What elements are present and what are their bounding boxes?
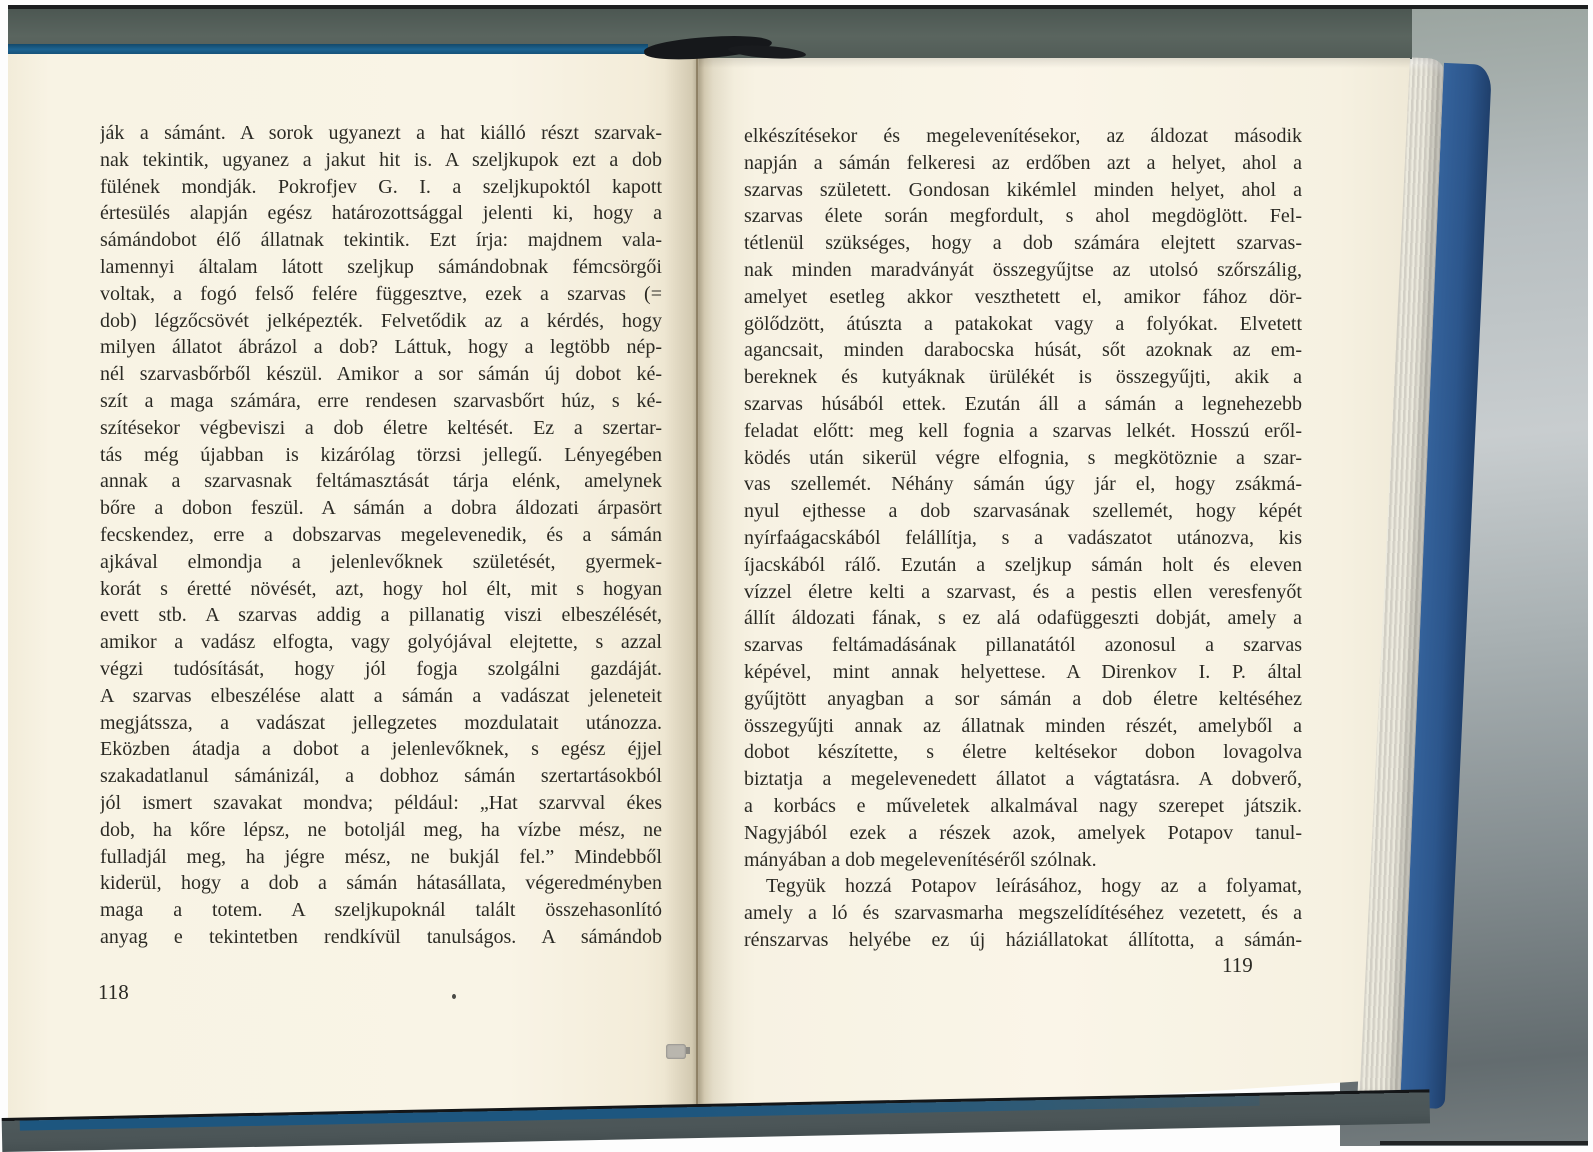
text-line: értesülés alapján egész határozottsággal jelenti ki, hogy a xyxy=(100,202,662,225)
text-line: Tegyük hozzá Potapov leírásához, hogy az a folyamat, xyxy=(766,875,1302,898)
page-number-right: 119 xyxy=(1222,953,1253,977)
text-line: gyűjtött anyagban a sor sámán a dob életre keltéséhez xyxy=(744,687,1302,710)
ink-speck xyxy=(452,994,456,999)
text-line: tétlenül szükséges, hogy a dob számára elejtett szarvas- xyxy=(744,232,1302,255)
text-line: milyen állatot ábrázol a dob? Láttuk, hogy a legtöbb nép- xyxy=(100,336,662,359)
text-line: biztatja a megelevenedett állatot a vágtatásra. A dobverő, xyxy=(744,768,1302,791)
text-line: szarvas született. Gondosan kikémlel minden helyet, ahol a xyxy=(744,178,1302,201)
text-line: mányában a dob megelevenítéséről szólnak. xyxy=(744,848,1097,871)
text-line: szítésekor végbeviszi a dob életre keltését. Ez a szertar- xyxy=(100,416,662,439)
text-line: szarvas feltámadásának pillanatától azonosul a szarvas xyxy=(744,634,1302,657)
text-line: nyírfaágacskából felállítja, s a vadászatot utánozva, kis xyxy=(744,526,1302,549)
text-line: szít a maga számára, erre rendesen szarvasbőrt húz, s ké- xyxy=(100,389,662,412)
text-line: fülének mondják. Pokrofjev G. I. a szeljkupoktól kapott xyxy=(100,175,662,198)
text-line: szakadatlanul sámánizál, a dobhoz sámán szertartásokból xyxy=(100,765,662,788)
text-line: ködés után sikerül végre elfognia, s megkötöznie a szar- xyxy=(744,446,1302,469)
text-line: dob, ha kőre lépsz, ne botoljál meg, ha vízbe mész, ne xyxy=(100,818,662,841)
text-line: vas szellemét. Néhány sámán úgy jár el, hogy zsákmá- xyxy=(744,473,1302,496)
text-line: képével, mint annak helyettese. A Direnkov I. P. által xyxy=(744,660,1302,683)
text-line: amely a ló és szarvasmarha megszelídítéséhez vezetett, és a xyxy=(744,902,1302,925)
text-line: annak a szarvasnak feltámasztását tárja elénk, amelynek xyxy=(100,470,662,493)
text-line: amelyet esetleg akkor veszthetett el, amikor fához dör- xyxy=(744,285,1302,308)
text-line: maga a totem. A szeljkupoknál talált összehasonlító xyxy=(100,899,662,922)
text-line: anyag e tekintetben rendkívül tanulságos. A sámándob xyxy=(100,925,662,948)
text-line: feladat előtt: meg kell fognia a szarvas lelkét. Hosszú eről- xyxy=(744,419,1302,442)
text-line: szarvas húsából ettek. Ezután áll a sámán a legnehezebb xyxy=(744,392,1302,415)
ribbon-bookmark xyxy=(636,30,811,64)
text-line: vízzel életre kelti a szarvast, és a pestis ellen veresfenyőt xyxy=(744,580,1302,603)
text-line: agancsait, minden darabocska húsát, sőt azoknak az em- xyxy=(744,339,1302,362)
scan-frame-top-line xyxy=(8,5,1588,9)
text-line: nél szarvasbőrből készül. Amikor a sor sámán új dobot ké- xyxy=(100,363,662,386)
text-line: ajkával elmondja a jelenlevőknek születését, gyermek- xyxy=(100,550,662,573)
text-line: fecskendez, erre a dobszarvas megelevenedik, és a sámán xyxy=(100,523,662,546)
gutter-sticker xyxy=(666,1044,686,1059)
text-line: a korbács e műveletek alkalmával nagy szerepet játszik. xyxy=(744,794,1302,817)
text-line: íjacskából rálő. Ezután a szeljkup sámán holt és eleven xyxy=(744,553,1302,576)
text-line: Eközben átadja a dobot a jelenlevőknek, s egész éjjel xyxy=(100,738,662,761)
text-line: napján a sámán felkeresi az erdőben azt a helyet, ahol a xyxy=(744,151,1302,174)
text-line: ják a sámánt. A sorok ugyanezt a hat kiálló részt szarvak- xyxy=(100,122,662,144)
text-line: amikor a vadász elfogta, vagy golyójával elejtette, s azzal xyxy=(100,631,662,654)
text-line: nak tekintik, ugyanez a jakut hit is. A szeljkupok ezt a dob xyxy=(100,148,662,171)
text-line: kiderül, hogy a dob a sámán hátasállata, végeredményben xyxy=(100,872,662,895)
text-line: dobot készítette, s életre keltésekor dobon lovagolva xyxy=(744,741,1302,764)
text-line: A szarvas elbeszélése alatt a sámán a vadászat jeleneteit xyxy=(100,684,662,707)
right-page-text xyxy=(744,123,1302,954)
text-line: elkészítésekor és megelevenítésekor, az áldozat második xyxy=(744,125,1302,147)
left-page-text xyxy=(100,120,662,951)
text-line: sámándobot élő állatnak tekintik. Ezt írja: majdnem vala- xyxy=(100,229,662,252)
gutter-line xyxy=(696,58,698,1120)
text-line: dob) légzőcsövét jelképezték. Felvetődik az a kérdés, hogy xyxy=(100,309,662,332)
text-line: nak minden maradványát összegyűjtse az utolsó szőrszálig, xyxy=(744,258,1302,281)
text-line: bereknek és kutyáknak ürülékét is összegyűjti, akik a xyxy=(744,366,1302,389)
page-number-left: 118 xyxy=(98,980,129,1004)
text-line: lamennyi általam látott szeljkup sámándobnak fémcsörgői xyxy=(100,255,662,278)
text-line: állít áldozati fának, s ez alá odafüggeszti dobját, amely a xyxy=(744,607,1302,630)
text-line: rénszarvas helyébe ez új háziállatokat állította, a sámán- xyxy=(744,928,1302,951)
text-line: tás még újabban is kizárólag törzsi jellegű. Lényegében xyxy=(100,443,662,466)
scan-frame-bottom-line xyxy=(1380,1141,1588,1145)
text-line: voltak, a fogó felső felére függesztve, ezek a szarvas (= xyxy=(100,282,662,305)
text-line: nyul ejthesse a dob szarvasának szellemét, hogy képét xyxy=(744,500,1302,523)
text-line: Nagyjából ezek a részek azok, amelyek Potapov tanul- xyxy=(744,821,1302,844)
text-line: fulladjál meg, ha jégre mész, ne bukjál fel.” Mindebből xyxy=(100,845,662,868)
ribbon-bookmark xyxy=(728,43,807,60)
text-line: szarvas élete során megfordult, s ahol megdöglött. Fel- xyxy=(744,205,1302,228)
text-line: megjátssza, a vadászat jellegzetes mozdulatait utánozza. xyxy=(100,711,662,734)
text-line: végzi tudósítását, hogy jól fogja szolgálni gazdáját. xyxy=(100,657,662,680)
text-line: összegyűjti annak az állatnak minden részét, amelyből a xyxy=(744,714,1302,737)
text-line: bőre a dobon feszül. A sámán a dobra áldozati árpasört xyxy=(100,497,662,520)
text-line: gölődzött, átúszta a patakokat vagy a folyókat. Elvetett xyxy=(744,312,1302,335)
text-line: evett stb. A szarvas addig a pillanatig viszi elbeszélését, xyxy=(100,604,662,627)
text-line: jól ismert szavakat mondva; például: „Hat szarvval ékes xyxy=(100,791,662,814)
text-line: korát s éretté növését, azt, hogy hol élt, mit s hogyan xyxy=(100,577,662,600)
